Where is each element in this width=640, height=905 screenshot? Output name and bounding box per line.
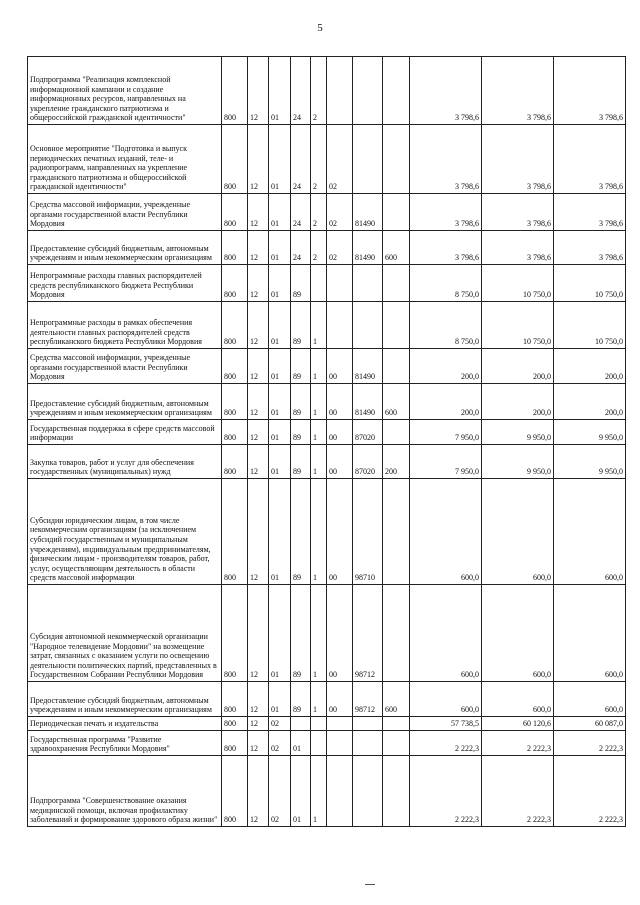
value-year-1: 57 738,5 [410, 717, 482, 731]
value-year-1: 600,0 [410, 479, 482, 585]
table-row [28, 57, 626, 125]
code-admin: 800 [222, 265, 248, 302]
code-subsection: 01 [269, 194, 291, 231]
value-year-3: 9 950,0 [554, 420, 626, 445]
code-event [327, 302, 353, 349]
code-event: 00 [327, 445, 353, 479]
row-name: Подпрограмма "Реализация комплексной информационной кампании и создание информационных ресурсов, направленных на укрепление гражданского патриотизма и общероссийской гражданской идентичности" [28, 57, 222, 125]
code-admin: 800 [222, 731, 248, 756]
code-section: 12 [248, 445, 269, 479]
code-direction: 81490 [353, 194, 383, 231]
code-subsection: 01 [269, 479, 291, 585]
value-year-3: 3 798,6 [554, 57, 626, 125]
value-year-2: 10 750,0 [482, 302, 554, 349]
code-admin: 800 [222, 717, 248, 731]
scan-mark [365, 884, 375, 885]
value-year-1: 600,0 [410, 585, 482, 682]
code-direction: 87020 [353, 445, 383, 479]
code-subprogram: 1 [311, 349, 327, 384]
code-subsection: 01 [269, 231, 291, 265]
code-event: 00 [327, 349, 353, 384]
value-year-3: 2 222,3 [554, 731, 626, 756]
code-section: 12 [248, 265, 269, 302]
code-program: 89 [291, 349, 311, 384]
table-row [28, 265, 626, 302]
code-subprogram: 1 [311, 302, 327, 349]
row-name: Средства массовой информации, учрежденные органами государственной власти Республики Мордовия [28, 349, 222, 384]
value-year-1: 8 750,0 [410, 302, 482, 349]
code-program: 24 [291, 231, 311, 265]
code-expense-type [383, 756, 410, 827]
table-row [28, 479, 626, 585]
row-name: Предоставление субсидий бюджетным, автономным учреждениям и иным некоммерческим организациям [28, 682, 222, 717]
code-expense-type: 600 [383, 682, 410, 717]
value-year-2: 200,0 [482, 384, 554, 420]
code-direction: 81490 [353, 349, 383, 384]
code-program: 89 [291, 265, 311, 302]
code-subsection: 02 [269, 731, 291, 756]
value-year-2: 3 798,6 [482, 231, 554, 265]
code-expense-type: 600 [383, 384, 410, 420]
code-section: 12 [248, 756, 269, 827]
code-subprogram [311, 265, 327, 302]
code-section: 12 [248, 717, 269, 731]
code-subsection: 01 [269, 384, 291, 420]
code-subprogram: 2 [311, 57, 327, 125]
code-admin: 800 [222, 445, 248, 479]
value-year-2: 600,0 [482, 585, 554, 682]
code-event: 00 [327, 585, 353, 682]
code-direction [353, 717, 383, 731]
value-year-1: 8 750,0 [410, 265, 482, 302]
value-year-1: 7 950,0 [410, 420, 482, 445]
code-section: 12 [248, 194, 269, 231]
code-section: 12 [248, 57, 269, 125]
code-section: 12 [248, 585, 269, 682]
code-subprogram: 1 [311, 585, 327, 682]
code-event: 00 [327, 384, 353, 420]
code-direction: 87020 [353, 420, 383, 445]
table-row [28, 682, 626, 717]
code-program: 89 [291, 585, 311, 682]
code-subsection: 01 [269, 585, 291, 682]
value-year-3: 3 798,6 [554, 231, 626, 265]
value-year-1: 2 222,3 [410, 756, 482, 827]
code-event: 02 [327, 194, 353, 231]
code-section: 12 [248, 349, 269, 384]
code-expense-type [383, 302, 410, 349]
value-year-3: 600,0 [554, 479, 626, 585]
code-section: 12 [248, 731, 269, 756]
row-name: Закупка товаров, работ и услуг для обеспечения государственных (муниципальных) нужд [28, 445, 222, 479]
code-expense-type [383, 265, 410, 302]
table-row [28, 445, 626, 479]
code-admin: 800 [222, 384, 248, 420]
code-direction [353, 756, 383, 827]
table-row [28, 302, 626, 349]
value-year-3: 3 798,6 [554, 194, 626, 231]
value-year-2: 600,0 [482, 682, 554, 717]
value-year-1: 3 798,6 [410, 194, 482, 231]
code-expense-type [383, 717, 410, 731]
row-name: Субсидия автономной некоммерческой организации "Народное телевидение Мордовии" на возмещение затрат, связанных с оказанием услуги по освещению деятельности политических партий, представленных в Государственном Собрании Республики Мордовия [28, 585, 222, 682]
code-expense-type: 200 [383, 445, 410, 479]
code-admin: 800 [222, 349, 248, 384]
value-year-1: 7 950,0 [410, 445, 482, 479]
code-admin: 800 [222, 585, 248, 682]
code-section: 12 [248, 231, 269, 265]
table-row [28, 231, 626, 265]
code-subprogram: 1 [311, 756, 327, 827]
value-year-1: 200,0 [410, 349, 482, 384]
code-program: 89 [291, 420, 311, 445]
code-event [327, 756, 353, 827]
code-expense-type [383, 420, 410, 445]
value-year-2: 3 798,6 [482, 194, 554, 231]
code-admin: 800 [222, 479, 248, 585]
code-direction: 98712 [353, 682, 383, 717]
code-subprogram: 1 [311, 479, 327, 585]
table-row [28, 717, 626, 731]
code-program: 89 [291, 384, 311, 420]
code-admin: 800 [222, 125, 248, 194]
value-year-1: 200,0 [410, 384, 482, 420]
value-year-3: 3 798,6 [554, 125, 626, 194]
value-year-3: 9 950,0 [554, 445, 626, 479]
code-subprogram: 2 [311, 231, 327, 265]
row-name: Субсидии юридическим лицам, в том числе некоммерческим организациям (за исключением субсидий государственным и муниципальным учреждениям), индивидуальным предпринимателям, физическим лицам - производителям товаров, работ, услуг, осуществляющим деятельность в области средств массовой информации [28, 479, 222, 585]
budget-table [27, 56, 626, 827]
code-subsection: 01 [269, 57, 291, 125]
value-year-1: 3 798,6 [410, 57, 482, 125]
code-subprogram [311, 731, 327, 756]
code-admin: 800 [222, 302, 248, 349]
table-row [28, 125, 626, 194]
value-year-3: 2 222,3 [554, 756, 626, 827]
code-program: 89 [291, 682, 311, 717]
code-event: 00 [327, 420, 353, 445]
code-subsection: 01 [269, 682, 291, 717]
code-subsection: 01 [269, 265, 291, 302]
code-section: 12 [248, 302, 269, 349]
code-program: 01 [291, 731, 311, 756]
value-year-2: 10 750,0 [482, 265, 554, 302]
code-subprogram: 1 [311, 384, 327, 420]
row-name: Предоставление субсидий бюджетным, автономным учреждениям и иным некоммерческим организациям [28, 384, 222, 420]
code-program: 89 [291, 479, 311, 585]
code-event [327, 265, 353, 302]
code-program: 89 [291, 302, 311, 349]
code-direction: 81490 [353, 231, 383, 265]
code-event [327, 731, 353, 756]
code-section: 12 [248, 479, 269, 585]
code-expense-type: 600 [383, 231, 410, 265]
table-row [28, 756, 626, 827]
code-program: 24 [291, 194, 311, 231]
table-body [28, 57, 626, 827]
code-program: 24 [291, 57, 311, 125]
code-direction [353, 57, 383, 125]
value-year-1: 3 798,6 [410, 231, 482, 265]
value-year-2: 60 120,6 [482, 717, 554, 731]
value-year-2: 9 950,0 [482, 420, 554, 445]
code-expense-type [383, 349, 410, 384]
row-name: Государственная поддержка в сфере средств массовой информации [28, 420, 222, 445]
code-subsection: 01 [269, 125, 291, 194]
code-subprogram: 2 [311, 125, 327, 194]
code-subprogram: 1 [311, 682, 327, 717]
row-name: Средства массовой информации, учрежденные органами государственной власти Республики Мордовия [28, 194, 222, 231]
table-row [28, 384, 626, 420]
row-name: Непрограммные расходы в рамках обеспечения деятельности главных распорядителей средств республиканского бюджета Республики Мордовия [28, 302, 222, 349]
code-admin: 800 [222, 194, 248, 231]
table-row [28, 420, 626, 445]
value-year-2: 600,0 [482, 479, 554, 585]
page-number: 5 [317, 22, 323, 34]
code-program: 01 [291, 756, 311, 827]
value-year-3: 60 087,0 [554, 717, 626, 731]
code-subsection: 02 [269, 717, 291, 731]
code-admin: 800 [222, 682, 248, 717]
code-section: 12 [248, 682, 269, 717]
code-event: 00 [327, 682, 353, 717]
value-year-2: 9 950,0 [482, 445, 554, 479]
code-direction: 81490 [353, 384, 383, 420]
code-direction: 98710 [353, 479, 383, 585]
code-admin: 800 [222, 756, 248, 827]
value-year-1: 2 222,3 [410, 731, 482, 756]
code-direction [353, 731, 383, 756]
row-name: Периодическая печать и издательства [28, 717, 222, 731]
table-row [28, 731, 626, 756]
value-year-2: 2 222,3 [482, 731, 554, 756]
code-admin: 800 [222, 231, 248, 265]
value-year-3: 600,0 [554, 682, 626, 717]
code-admin: 800 [222, 420, 248, 445]
code-subprogram [311, 717, 327, 731]
code-subprogram: 2 [311, 194, 327, 231]
code-event [327, 57, 353, 125]
code-event: 02 [327, 231, 353, 265]
code-program: 89 [291, 445, 311, 479]
table-row [28, 349, 626, 384]
value-year-3: 10 750,0 [554, 265, 626, 302]
table-row [28, 585, 626, 682]
code-expense-type [383, 125, 410, 194]
value-year-3: 600,0 [554, 585, 626, 682]
code-direction [353, 302, 383, 349]
code-section: 12 [248, 125, 269, 194]
code-expense-type [383, 57, 410, 125]
row-name: Основное мероприятие "Подготовка и выпуск периодических печатных изданий, теле- и радиопрограмм, направленных на укрепление гражданского патриотизма и общероссийской гражданской идентичности" [28, 125, 222, 194]
code-expense-type [383, 585, 410, 682]
value-year-3: 10 750,0 [554, 302, 626, 349]
table-row [28, 194, 626, 231]
value-year-2: 2 222,3 [482, 756, 554, 827]
row-name: Государственная программа "Развитие здравоохранения Республики Мордовия" [28, 731, 222, 756]
code-event: 00 [327, 479, 353, 585]
code-subprogram: 1 [311, 445, 327, 479]
code-program: 24 [291, 125, 311, 194]
row-name: Предоставление субсидий бюджетным, автономным учреждениям и иным некоммерческим организациям [28, 231, 222, 265]
code-event [327, 717, 353, 731]
code-subsection: 01 [269, 349, 291, 384]
code-subsection: 01 [269, 420, 291, 445]
code-expense-type [383, 479, 410, 585]
code-subsection: 02 [269, 756, 291, 827]
code-direction: 98712 [353, 585, 383, 682]
code-section: 12 [248, 420, 269, 445]
code-subprogram: 1 [311, 420, 327, 445]
code-direction [353, 265, 383, 302]
code-admin: 800 [222, 57, 248, 125]
value-year-2: 3 798,6 [482, 57, 554, 125]
value-year-1: 600,0 [410, 682, 482, 717]
code-expense-type [383, 194, 410, 231]
value-year-3: 200,0 [554, 384, 626, 420]
value-year-1: 3 798,6 [410, 125, 482, 194]
value-year-3: 200,0 [554, 349, 626, 384]
row-name: Непрограммные расходы главных распорядителей средств республиканского бюджета Республики Мордовия [28, 265, 222, 302]
code-subsection: 01 [269, 445, 291, 479]
value-year-2: 200,0 [482, 349, 554, 384]
code-section: 12 [248, 384, 269, 420]
value-year-2: 3 798,6 [482, 125, 554, 194]
code-event: 02 [327, 125, 353, 194]
code-program [291, 717, 311, 731]
code-subsection: 01 [269, 302, 291, 349]
code-expense-type [383, 731, 410, 756]
row-name: Подпрограмма "Совершенствование оказания медицинской помощи, включая профилактику заболеваний и формирование здорового образа жизни" [28, 756, 222, 827]
code-direction [353, 125, 383, 194]
